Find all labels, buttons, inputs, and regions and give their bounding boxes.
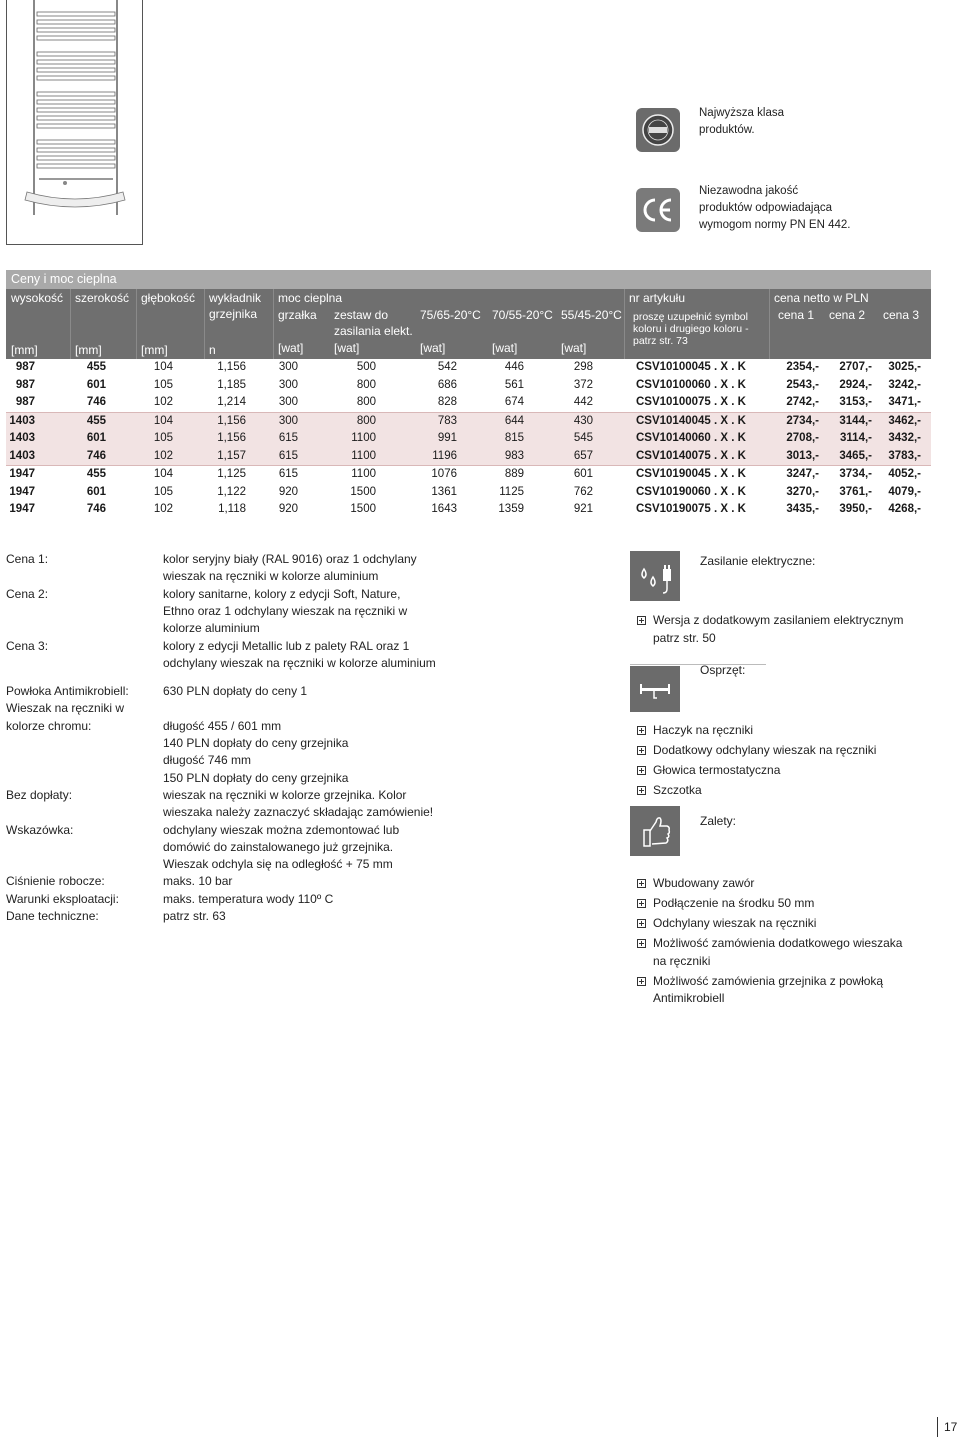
cell-g: 615 xyxy=(278,432,298,444)
cell-t1: 686 xyxy=(437,378,457,391)
cell-n: 1,214 xyxy=(217,396,246,408)
cell-art: CSV10190075 . X . K xyxy=(636,503,746,515)
radiator-bar xyxy=(37,116,115,120)
header-net-price: cena netto w PLN xyxy=(774,291,869,305)
cell-w: 601 xyxy=(86,485,106,498)
towel-radiator-drawing xyxy=(7,0,144,245)
cell-n: 1,157 xyxy=(217,449,246,462)
cell-d: 105 xyxy=(153,378,173,391)
cell-n: 1,156 xyxy=(217,432,246,444)
radiator-bar xyxy=(37,12,115,16)
price-table-body xyxy=(6,359,931,519)
cell-t2: 561 xyxy=(504,378,524,391)
cell-t1: 542 xyxy=(437,361,457,373)
cell-art: CSV10190060 . X . K xyxy=(636,485,746,498)
cell-g: 920 xyxy=(278,485,298,498)
header-price-2: cena 2 xyxy=(829,308,866,322)
table-row xyxy=(6,465,931,484)
cell-c1: 2742,- xyxy=(786,396,819,408)
cell-c2: 3465,- xyxy=(839,449,872,462)
cell-c2: 2707,- xyxy=(839,361,872,373)
radiator-bar xyxy=(37,52,115,56)
cell-c1: 2734,- xyxy=(786,414,819,427)
radiator-bar xyxy=(37,140,115,144)
plus-icon xyxy=(637,977,646,986)
cell-c1: 2708,- xyxy=(786,432,819,444)
cell-w: 746 xyxy=(86,449,106,462)
cell-t1: 1361 xyxy=(431,485,457,498)
table-row xyxy=(6,448,931,466)
cell-z: 500 xyxy=(356,361,376,373)
cell-h: 1947 xyxy=(9,503,35,515)
cell-z: 800 xyxy=(356,414,376,427)
note-label: Ciśnienie robocze: xyxy=(6,874,105,889)
radiator-bar xyxy=(37,108,115,112)
cell-c1: 2543,- xyxy=(786,378,819,391)
cell-w: 455 xyxy=(86,361,106,373)
cell-c3: 3471,- xyxy=(888,396,921,408)
header-height: wysokość xyxy=(11,291,64,305)
cell-c3: 3432,- xyxy=(888,432,921,444)
cell-t3: 372 xyxy=(573,378,593,391)
table-row xyxy=(6,359,931,377)
note-text: 630 PLN dopłaty do ceny 1 xyxy=(163,684,308,699)
cell-h: 1403 xyxy=(9,414,35,427)
cell-g: 300 xyxy=(278,378,298,391)
cell-c2: 2924,- xyxy=(839,378,872,391)
unit-height: [mm] xyxy=(11,343,38,357)
cell-t2: 674 xyxy=(504,396,524,408)
cell-g: 615 xyxy=(278,449,298,462)
cell-c3: 4079,- xyxy=(888,485,921,498)
cell-t1: 991 xyxy=(437,432,457,444)
cell-h: 987 xyxy=(15,361,35,373)
table-row xyxy=(6,412,931,431)
header-article-note: proszę uzupełnić symbol koloru i drugiego koloru - patrz str. 73 xyxy=(633,311,749,347)
header-width: szerokość xyxy=(75,291,130,305)
cell-c1: 3013,- xyxy=(786,449,819,462)
note-label: Warunki eksploatacji: xyxy=(6,891,119,906)
plus-icon xyxy=(637,899,646,908)
radiator-bar xyxy=(37,36,115,40)
note-text: maks. 10 bar xyxy=(163,874,233,889)
cell-h: 987 xyxy=(15,396,35,408)
table-row xyxy=(6,394,931,412)
cell-c2: 3153,- xyxy=(839,396,872,408)
cell-g: 920 xyxy=(278,503,298,515)
cell-d: 104 xyxy=(153,414,173,427)
unit-depth: [mm] xyxy=(141,343,168,357)
cell-c3: 4052,- xyxy=(888,468,921,480)
cell-art: CSV10140060 . X . K xyxy=(636,432,746,444)
note-text: wieszak na ręczniki w kolorze grzejnika. Kolor wieszaka należy zaznaczyć składając zamówienie! xyxy=(163,787,434,820)
cell-z: 1100 xyxy=(351,468,376,480)
header-depth: głębokość xyxy=(141,291,196,305)
cell-t2: 446 xyxy=(504,361,524,373)
plus-icon xyxy=(637,919,646,928)
cell-t3: 921 xyxy=(573,503,593,515)
plus-icon xyxy=(637,766,646,775)
cell-t3: 657 xyxy=(573,449,593,462)
cell-w: 746 xyxy=(86,503,106,515)
cell-c1: 3270,- xyxy=(786,485,819,498)
note-label: Cena 2: xyxy=(6,586,49,601)
radiator-illustration xyxy=(6,0,143,245)
unit-exponent: n xyxy=(209,343,216,357)
header-temp-1: 75/65-20°C xyxy=(420,308,481,322)
cell-c1: 2354,- xyxy=(786,361,819,373)
towel-hook-icon xyxy=(630,666,680,712)
unit-temp-1: [wat] xyxy=(420,341,446,355)
notes-section xyxy=(6,551,606,931)
cell-art: CSV10190045 . X . K xyxy=(636,468,746,480)
accessories-title: Osprzęt: xyxy=(700,663,746,677)
radiator-bar xyxy=(37,28,115,32)
table-row xyxy=(6,484,931,502)
cell-c2: 3761,- xyxy=(839,485,872,498)
header-article-no: nr artykułu xyxy=(629,291,686,305)
table-header xyxy=(6,289,931,359)
unit-width: [mm] xyxy=(75,343,102,357)
table-row xyxy=(6,377,931,395)
cell-d: 102 xyxy=(153,503,173,515)
cell-art: CSV10140045 . X . K xyxy=(636,414,746,427)
cell-w: 455 xyxy=(86,468,106,480)
cell-t3: 545 xyxy=(573,432,593,444)
cell-n: 1,122 xyxy=(217,485,246,498)
cell-d: 102 xyxy=(153,396,173,408)
note-text: kolor seryjny biały (RAL 9016) oraz 1 odchylany wieszak na ręczniki w kolorze aluminium xyxy=(163,552,417,584)
cell-d: 104 xyxy=(153,361,173,373)
unit-temp-3: [wat] xyxy=(561,341,587,355)
cell-z: 1500 xyxy=(350,503,376,515)
cell-t2: 815 xyxy=(504,432,524,444)
cell-z: 800 xyxy=(356,378,376,391)
note-label: Dane techniczne: xyxy=(6,909,99,923)
cell-h: 987 xyxy=(15,378,35,391)
cell-g: 615 xyxy=(278,468,298,480)
plus-icon xyxy=(637,786,646,795)
cell-art: CSV10100075 . X . K xyxy=(636,396,746,408)
cell-n: 1,125 xyxy=(217,468,246,480)
cell-g: 300 xyxy=(278,396,298,408)
cell-w: 601 xyxy=(86,378,106,391)
cell-d: 102 xyxy=(153,449,173,462)
radiator-bar xyxy=(37,76,115,80)
note-label: Cena 3: xyxy=(6,638,49,653)
table-row xyxy=(6,430,931,448)
cell-w: 746 xyxy=(86,396,106,408)
cell-n: 1,156 xyxy=(217,414,246,427)
cell-h: 1403 xyxy=(9,449,35,462)
cell-t2: 983 xyxy=(504,449,524,462)
cell-w: 601 xyxy=(86,432,106,444)
header-price-1: cena 1 xyxy=(778,308,815,322)
note-text: długość 455 / 601 mm 140 PLN dopłaty do ceny grzejnika długość 746 mm 150 PLN dopłaty do ceny grzejnika xyxy=(163,718,349,785)
plus-icon xyxy=(637,939,646,948)
cell-n: 1,185 xyxy=(217,378,246,391)
cell-art: CSV10100045 . X . K xyxy=(636,361,746,373)
header-temp-2: 70/55-20°C xyxy=(492,308,553,322)
cell-t3: 298 xyxy=(573,361,593,373)
radiator-bar xyxy=(37,164,115,168)
note-text: odchylany wieszak można zdemontować lub domówić do zainstalowanego już grzejnika. Wieszak odchyla się na odległość + 75 mm xyxy=(163,822,400,872)
note-text: kolory z edycji Metallic lub z palety RAL oraz 1 odchylany wieszak na ręczniki w kolorze aluminium xyxy=(163,638,436,670)
cell-t2: 889 xyxy=(504,468,524,480)
badge-quality-text: Najwyższa klasa produktów. xyxy=(699,107,784,136)
cell-t3: 762 xyxy=(573,485,593,498)
cell-t2: 644 xyxy=(504,414,524,427)
cell-c1: 3435,- xyxy=(786,503,819,515)
cell-d: 105 xyxy=(153,485,173,498)
header-heater: grzałka xyxy=(278,308,317,322)
thumbs-up-icon xyxy=(630,806,680,856)
electric-supply-title: Zasilanie elektryczne: xyxy=(700,554,816,568)
cell-z: 1100 xyxy=(351,432,376,444)
note-label: Cena 1: xyxy=(6,552,49,566)
radiator-bar xyxy=(37,124,115,128)
cell-art: CSV10100060 . X . K xyxy=(636,378,746,391)
cell-t3: 442 xyxy=(573,396,593,408)
cell-c2: 3950,- xyxy=(839,503,872,515)
plus-icon xyxy=(637,726,646,735)
cell-n: 1,118 xyxy=(218,503,246,515)
note-label: Powłoka Antimikrobiell: xyxy=(6,684,129,699)
header-power-kit: zestaw do zasilania elekt. xyxy=(334,308,413,338)
cell-c2: 3144,- xyxy=(839,414,872,427)
cell-w: 455 xyxy=(86,414,106,427)
note-text: maks. temperatura wody 110º C xyxy=(163,891,334,906)
page-number: 17 xyxy=(944,1420,958,1434)
radiator-bar xyxy=(37,92,115,96)
cell-t2: 1125 xyxy=(499,485,524,498)
radiator-bar xyxy=(37,100,115,104)
cell-c3: 3025,- xyxy=(888,361,921,373)
cell-h: 1403 xyxy=(9,432,35,444)
table-row xyxy=(6,501,931,519)
advantages-title: Zalety: xyxy=(700,814,737,828)
cell-c2: 3734,- xyxy=(839,468,872,480)
radiator-bar xyxy=(37,68,115,72)
cell-z: 1500 xyxy=(350,485,376,498)
unit-heater: [wat] xyxy=(278,341,304,355)
cell-g: 300 xyxy=(278,414,298,427)
cell-t1: 1643 xyxy=(431,503,457,515)
header-exponent: wykładnik grzejnika xyxy=(209,291,262,321)
note-label: Wieszak na ręczniki w kolorze chromu: xyxy=(6,701,125,733)
cell-t1: 783 xyxy=(437,414,457,427)
radiator-bar xyxy=(37,20,115,24)
note-text: patrz str. 63 xyxy=(163,909,226,923)
cell-t2: 1359 xyxy=(498,503,524,515)
cell-n: 1,156 xyxy=(217,361,246,373)
unit-temp-2: [wat] xyxy=(492,341,518,355)
plus-icon xyxy=(637,879,646,888)
header-price-3: cena 3 xyxy=(883,308,920,322)
cell-t3: 430 xyxy=(573,414,593,427)
unit-power-kit: [wat] xyxy=(334,341,360,355)
cell-t3: 601 xyxy=(573,468,593,480)
cell-art: CSV10140075 . X . K xyxy=(636,449,746,462)
cell-c3: 4268,- xyxy=(888,503,921,515)
cell-z: 800 xyxy=(356,396,376,408)
quality-seal-icon xyxy=(636,108,680,152)
cell-c3: 3783,- xyxy=(888,449,921,462)
badge-ce-text: Niezawodna jakość produktów odpowiadająca wymogom normy PN EN 442. xyxy=(699,185,851,231)
radiator-bar xyxy=(37,60,115,64)
ce-mark-icon xyxy=(636,188,680,232)
cell-c1: 3247,- xyxy=(786,468,819,480)
cell-h: 1947 xyxy=(9,485,35,498)
cell-d: 105 xyxy=(153,432,173,444)
radiator-bar xyxy=(37,156,115,160)
cell-h: 1947 xyxy=(9,468,35,480)
cell-c2: 3114,- xyxy=(840,432,872,444)
header-heat-output: moc cieplna xyxy=(278,291,343,305)
table-title: Ceny i moc cieplna xyxy=(6,270,931,289)
note-label: Bez dopłaty: xyxy=(6,787,73,802)
note-text: kolory sanitarne, kolory z edycji Soft, Nature, Ethno oraz 1 odchylany wieszak na ręczniki w kolorze aluminium xyxy=(163,586,408,636)
cell-c3: 3462,- xyxy=(888,414,921,427)
note-label: Wskazówka: xyxy=(6,822,74,837)
cell-t1: 828 xyxy=(437,396,457,408)
header-temp-3: 55/45-20°C xyxy=(561,308,622,322)
cell-t1: 1076 xyxy=(431,468,457,480)
cell-d: 104 xyxy=(153,468,173,480)
cell-g: 300 xyxy=(278,361,298,373)
cell-c3: 3242,- xyxy=(888,378,921,391)
cell-t1: 1196 xyxy=(432,449,457,462)
cell-z: 1100 xyxy=(351,449,376,462)
radiator-bar xyxy=(37,148,115,152)
electric-supply-icon xyxy=(630,551,680,601)
plus-icon xyxy=(637,746,646,755)
plus-icon xyxy=(637,616,646,625)
